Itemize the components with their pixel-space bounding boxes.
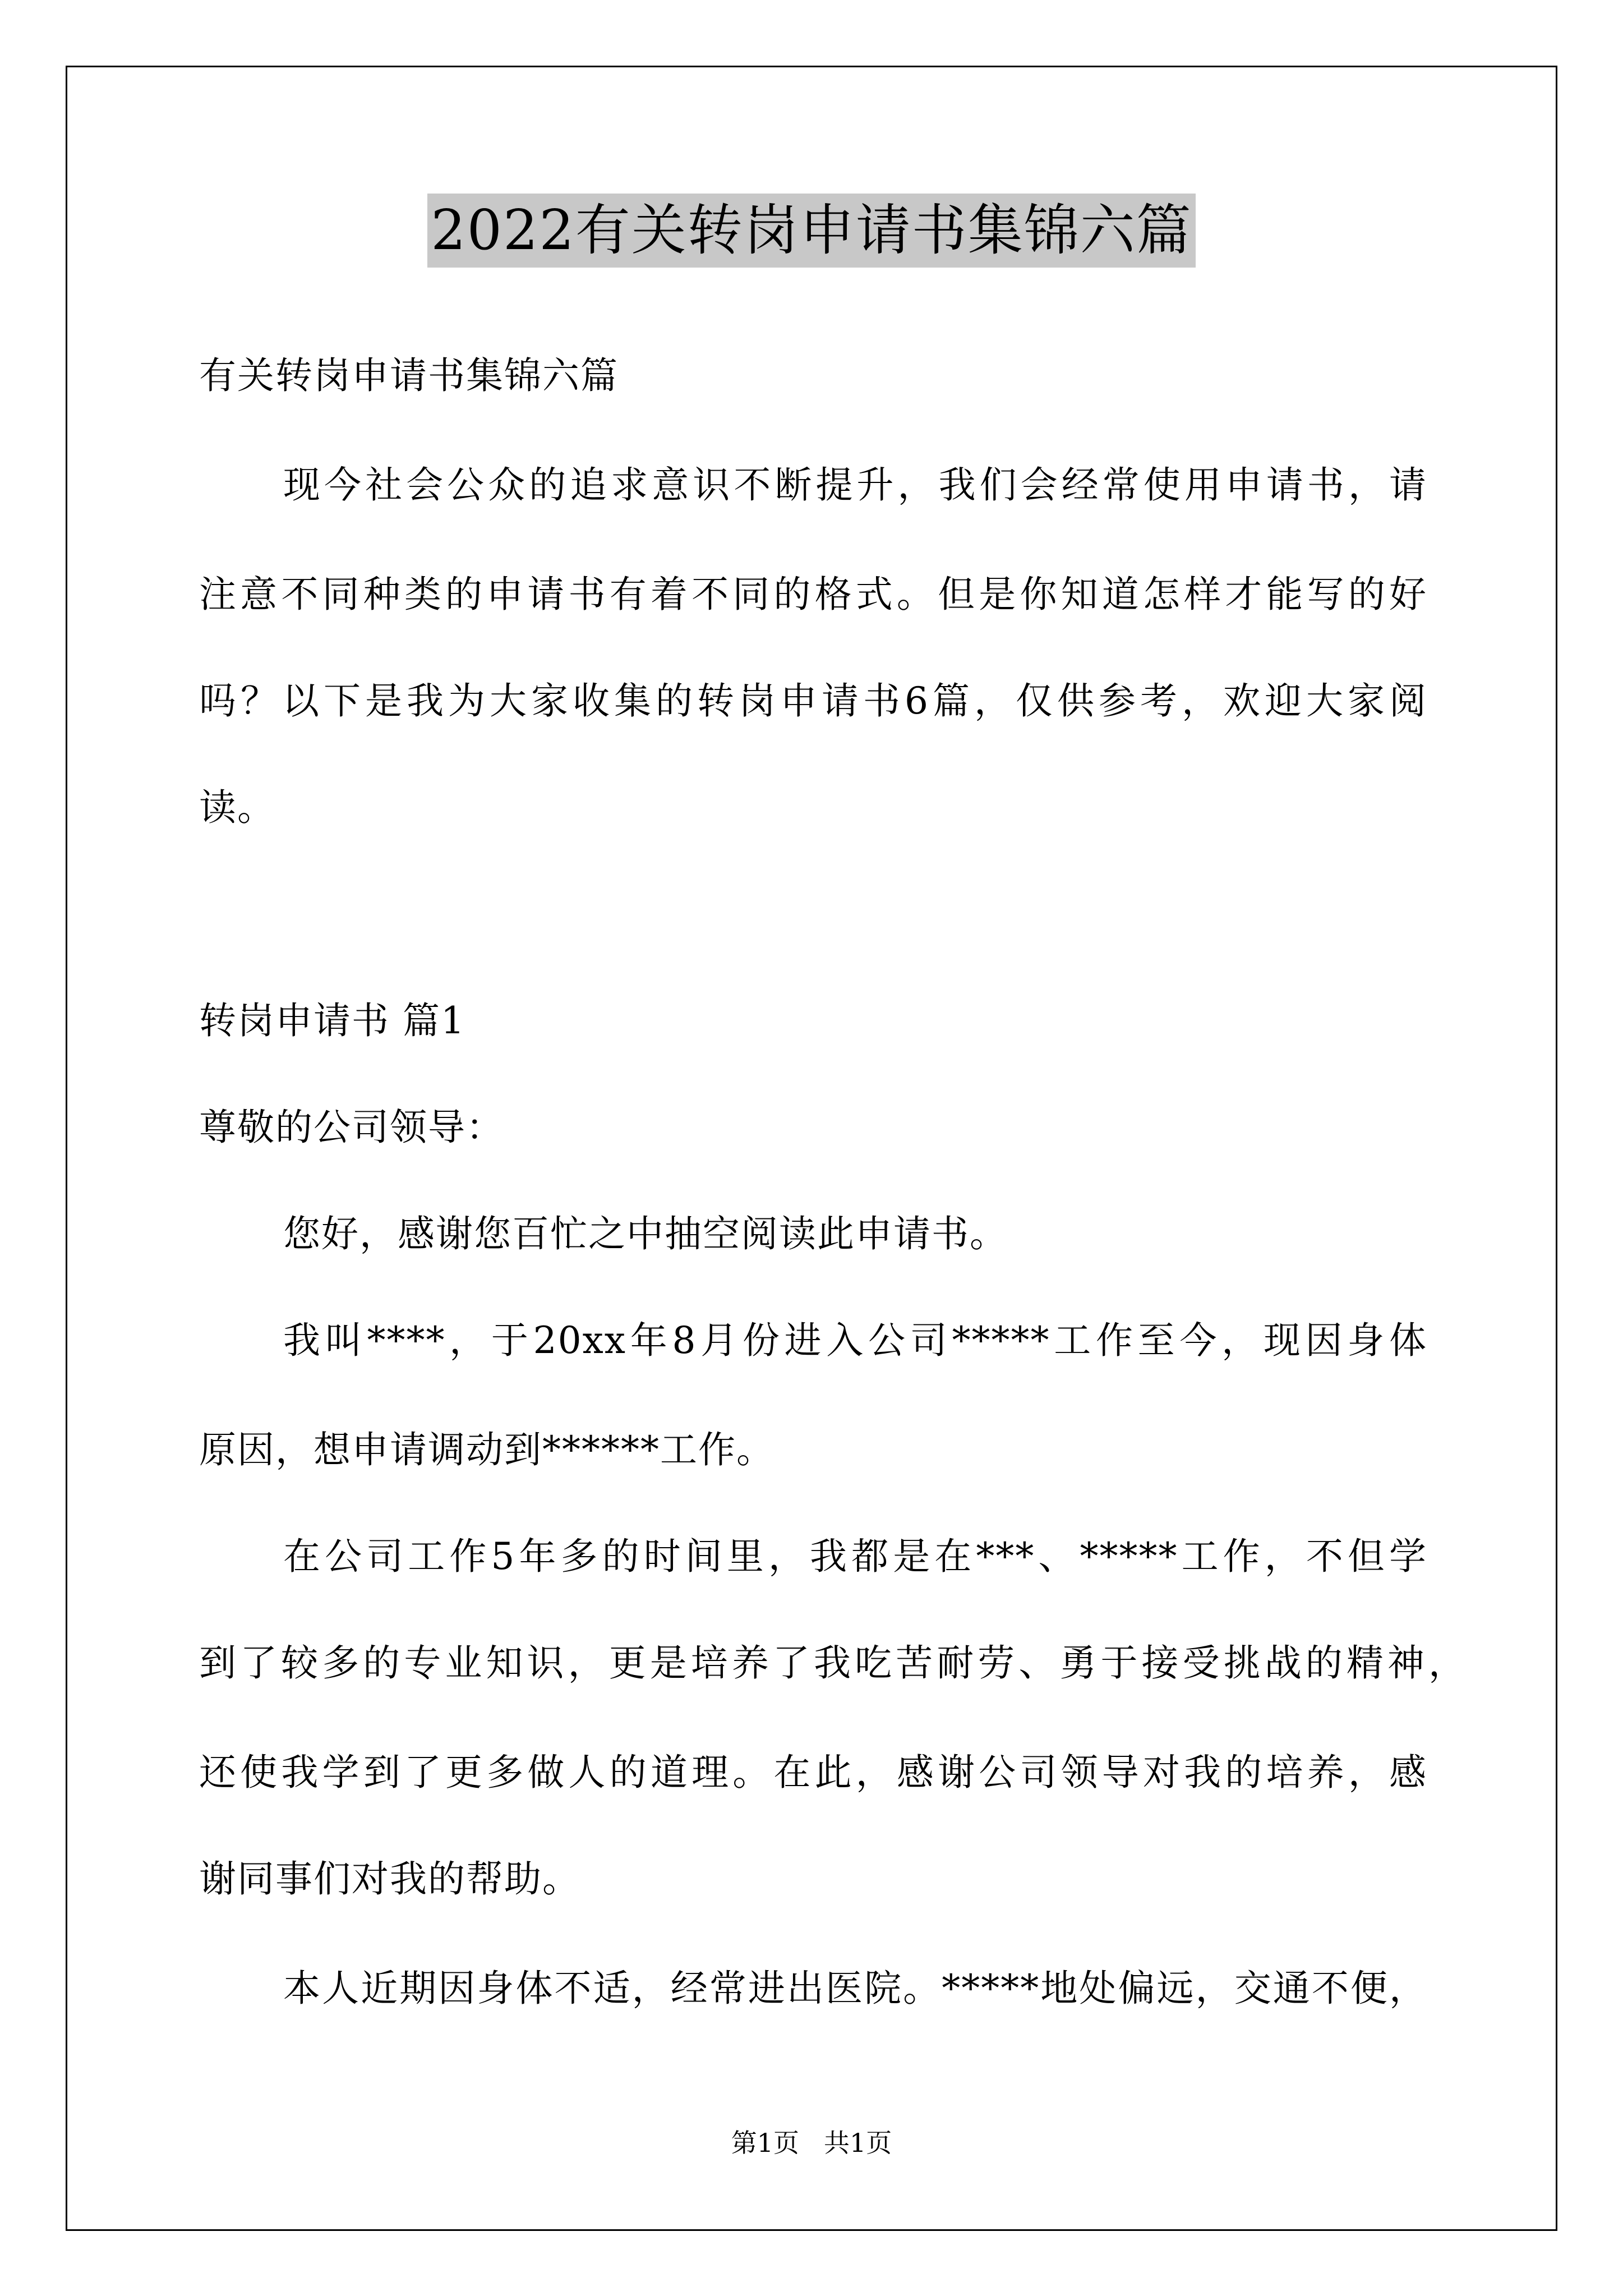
document-subtitle: 有关转岗申请书集锦六篇	[199, 354, 619, 397]
greeting: 您好，感谢您百忙之中抽空阅读此申请书。	[283, 1212, 1008, 1255]
intro-line-2: 注意不同种类的申请书有着不同的格式。但是你知道怎样才能写的好	[199, 573, 1427, 616]
para2-line-1: 在公司工作5年多的时间里，我都是在***、*****工作，不但学	[283, 1535, 1427, 1578]
intro-line-3: 吗？以下是我为大家收集的转岗申请书6篇，仅供参考，欢迎大家阅	[199, 679, 1427, 723]
para1-line-1: 我叫****，于20xx年8月份进入公司*****工作至今，现因身体	[283, 1319, 1427, 1362]
salutation: 尊敬的公司领导：	[199, 1106, 504, 1149]
page-footer	[0, 2126, 1623, 2160]
para2-line-4: 谢同事们对我的帮助。	[199, 1857, 580, 1901]
footer-spacer	[799, 2128, 824, 2158]
document-title: 2022有关转岗申请书集锦六篇	[427, 194, 1195, 268]
page-number: 第1页	[731, 2128, 800, 2158]
intro-line-1: 现今社会公众的追求意识不断提升，我们会经常使用申请书，请	[283, 463, 1427, 507]
page-total: 共1页	[823, 2128, 892, 2158]
section-heading: 转岗申请书 篇1	[199, 999, 465, 1042]
para2-line-3: 还使我学到了更多做人的道理。在此，感谢公司领导对我的培养，感	[199, 1751, 1427, 1794]
para2-line-2: 到了较多的专业知识，更是培养了我吃苦耐劳、勇于接受挑战的精神，	[199, 1641, 1467, 1685]
title-area	[0, 194, 1623, 268]
para1-line-2: 原因，想申请调动到******工作。	[199, 1428, 774, 1471]
para3-line-1: 本人近期因身体不适，经常进出医院。*****地处偏远，交通不便，	[283, 1967, 1427, 2010]
intro-line-4: 读。	[199, 786, 275, 829]
